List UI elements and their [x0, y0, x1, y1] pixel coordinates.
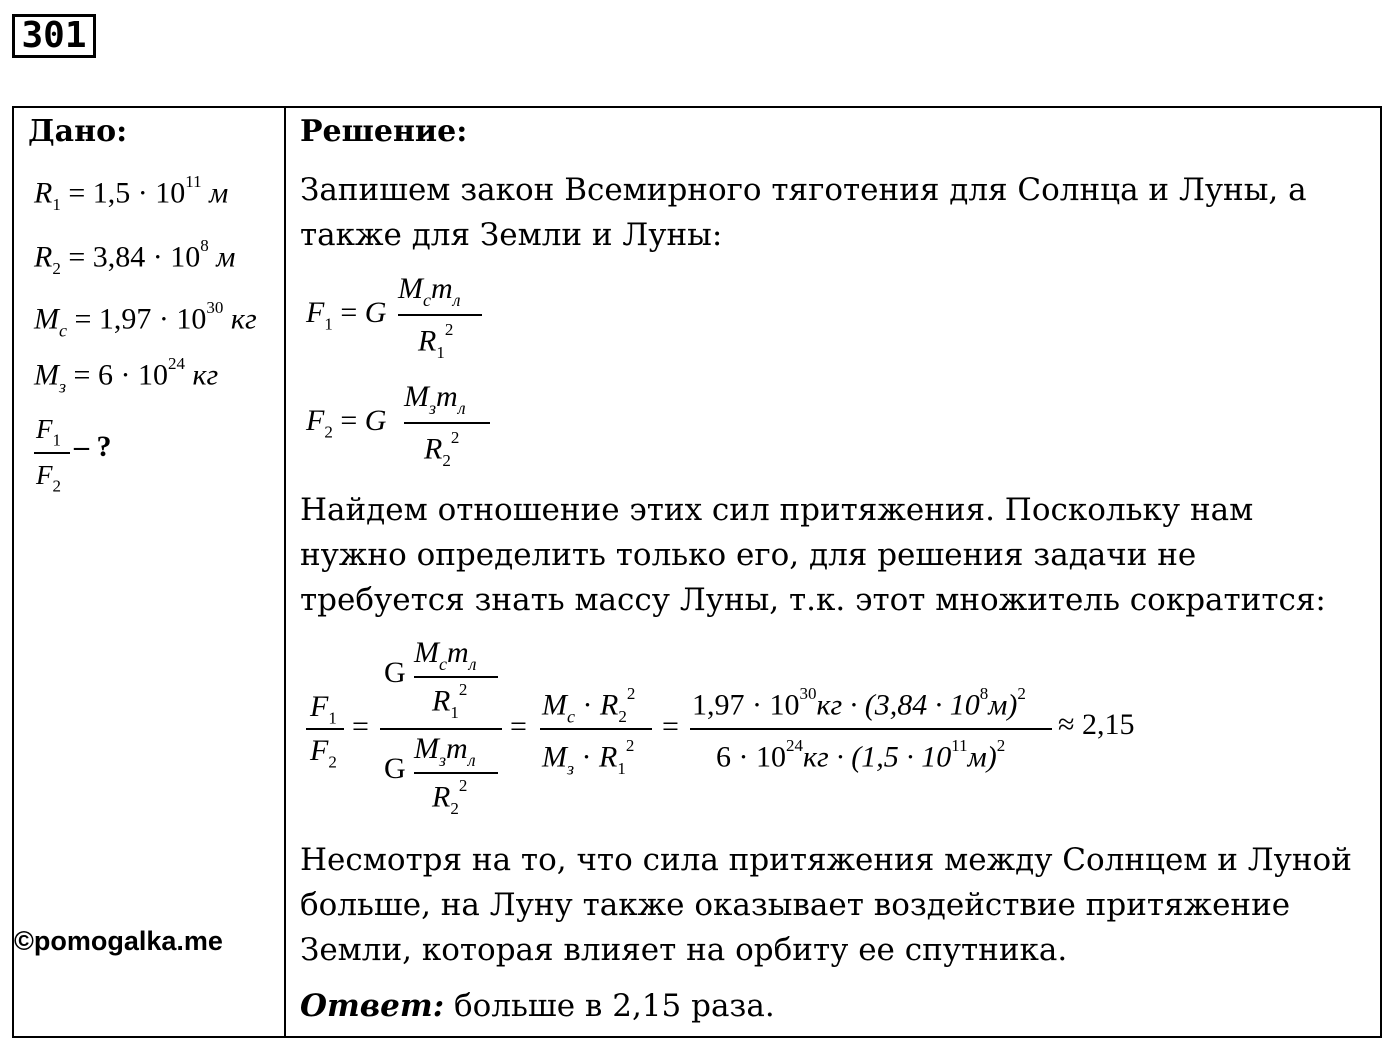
find-numerator: $F_1$ — [36, 414, 61, 450]
given-header: Дано: — [28, 114, 128, 149]
ratio-eq-2: = — [510, 710, 527, 743]
given-r1: $R_1 = 1,5 \cdot 10^{11}$ м — [34, 172, 229, 214]
compound-main-bar — [380, 728, 502, 730]
answer-line — [300, 984, 1360, 1029]
problem-number: 301 — [12, 14, 96, 58]
numeric-numerator: $1,97 \cdot 10^{30}кг \cdot (3,84 \cdot 10^8м)^2$ — [692, 684, 1026, 722]
numeric-denominator: $6 \cdot 10^{24}кг \cdot (1,5 \cdot 10^{11}м)^2$ — [716, 736, 1006, 774]
f1-lhs: $F_1 = G$ — [306, 296, 387, 334]
compound-bottom-den: $R_2^2$ — [432, 776, 468, 818]
f1-numerator: $M_сm_л$ — [398, 272, 461, 311]
find-bar — [34, 452, 70, 454]
answer-label: Ответ: — [300, 988, 445, 1024]
ratio-result: ≈ 2,15 — [1058, 708, 1135, 741]
compound-g-top: G — [384, 656, 406, 689]
ratio-eq-3: = — [662, 710, 679, 743]
given-r2: $R_2 = 3,84 \cdot 10^8$ м — [34, 236, 236, 278]
find-denominator: $F_2$ — [36, 460, 61, 496]
mass-ratio-den: $M_з \cdot R_1^2$ — [542, 736, 635, 779]
compound-bottom-num: $M_зm_л$ — [414, 732, 476, 771]
solution-header: Решение: — [300, 114, 468, 149]
f2-numerator: $M_зm_л$ — [404, 380, 466, 419]
compound-top-den: $R_1^2$ — [432, 680, 468, 722]
intro-text: Запишем закон Всемирного тяготения для Солнца и Луны, а также для Земли и Луны: — [300, 172, 1307, 253]
compound-bottom-bar — [414, 772, 498, 774]
compound-top-num: $M_сm_л$ — [414, 636, 477, 675]
f2-bar — [404, 422, 490, 424]
mass-ratio-num: $M_с \cdot R_2^2$ — [542, 684, 636, 727]
answer-text: больше в 2,15 раза. — [454, 988, 775, 1024]
f1-denominator: $R_1^2$ — [418, 320, 454, 362]
compound-top-bar — [414, 676, 498, 678]
closing-text: Несмотря на то, что сила притяжения между Солнцем и Луной больше, на Луну также оказывает воздействие притяжение Земли, которая влияет на орбиту ее спутника. — [300, 842, 1352, 968]
mass-ratio-bar — [540, 728, 652, 730]
ratio-f2: $F_2$ — [310, 734, 337, 772]
f2-lhs: $F_2 = G$ — [306, 404, 387, 442]
given-sun-mass: $M_с = 1,97 \cdot 10^{30}$ кг — [34, 298, 257, 341]
numeric-bar — [690, 728, 1052, 730]
middle-text: Найдем отношение этих сил притяжения. Поскольку нам нужно определить только его, для решения задачи не требуется знать массу Луны, т.к. этот множитель сократится: — [300, 492, 1326, 618]
find-question: – ? — [74, 430, 112, 463]
given-earth-mass: $M_з = 6 \cdot 10^{24}$ кг — [34, 354, 219, 397]
column-divider — [284, 106, 286, 1038]
ratio-bar-1 — [306, 728, 344, 730]
f2-denominator: $R_2^2$ — [424, 428, 460, 470]
ratio-eq-1: = — [352, 710, 369, 743]
ratio-f1: $F_1$ — [310, 690, 337, 728]
watermark: ©pomogalka.me — [14, 926, 223, 956]
f1-bar — [398, 314, 482, 316]
compound-g-bottom: G — [384, 752, 406, 785]
